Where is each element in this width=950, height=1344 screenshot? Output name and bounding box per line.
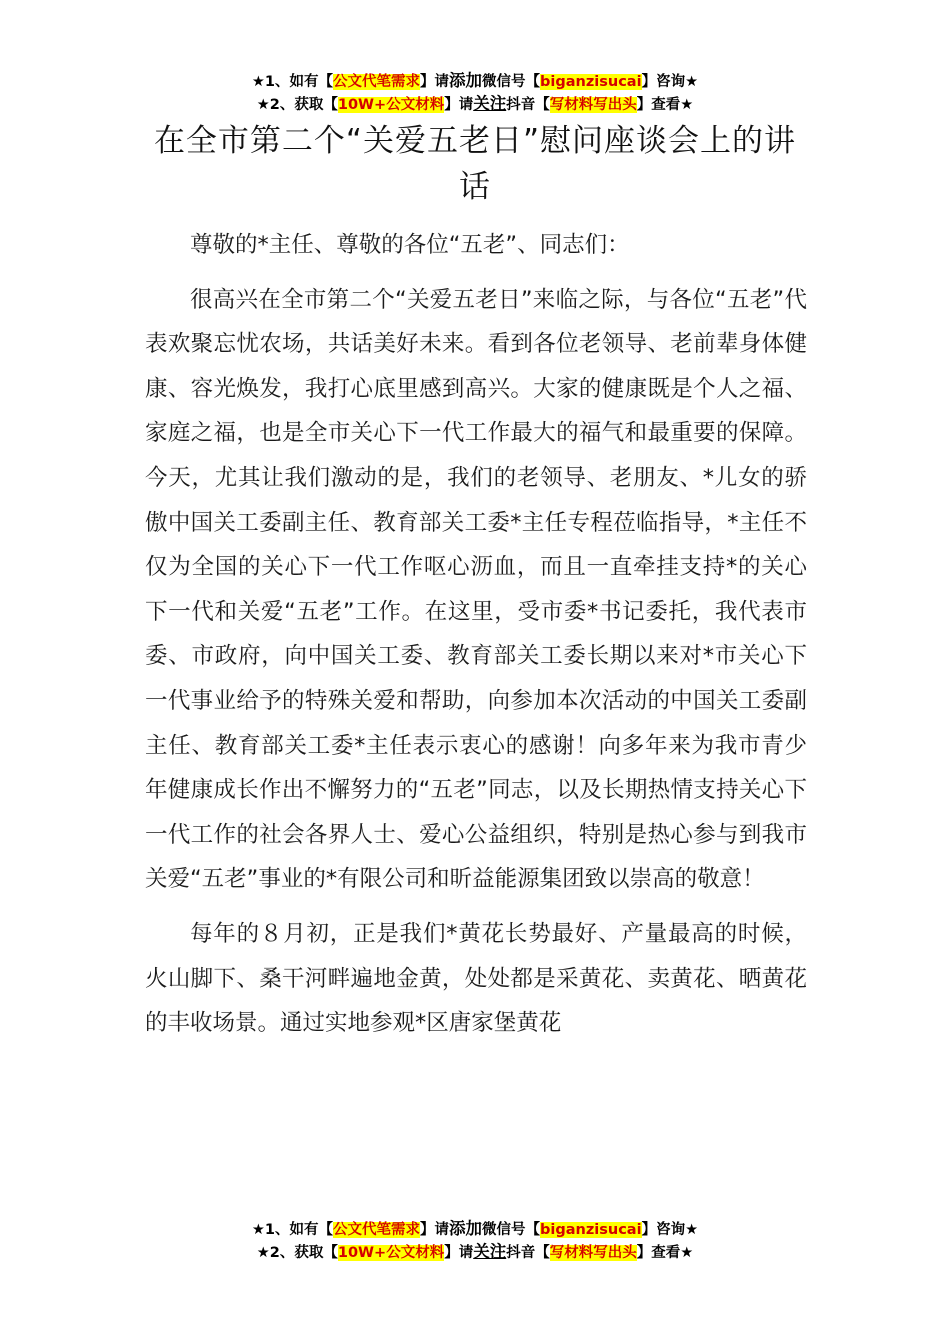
paragraph: 很高兴在全市第二个“关爱五老日”来临之际，与各位“五老”代表欢聚忘忧农场，共话美好未来。看到各位老领导、老前辈身体健康、容光焕发，我打心底里感到高兴。大家的健康既是个人之福、家庭之福，也是全市关心下一代工作最大的福气和最重要的保障。今天，尤其让我们激动的是，我们的老领导、老朋友、*儿女的骄傲中国关工委副主任、教育部关工委*主任专程莅临指导，*主任不仅为全国的关心下一代工作呕心沥血，而且一直牵挂支持*的关心下一代和关爱“五老”工作。在这里，受市委*书记委托，我代表市委、市政府，向中国关工委、教育部关工委长期以来对*市关心下一代事业给予的特殊关爱和帮助，向参加本次活动的中国关工委副主任、教育部关工委*主任表示衷心的感谢！向多年来为我市青少年健康成长作出不懈努力的“五老”同志，以及长期热情支持关心下一代工作的社会各界人士、爱心公益组织，特别是热心参与到我市关爱“五老”事业的*有限公司和昕益能源集团致以崇高的敬意！ (145, 286, 807, 893)
highlight-materials: 10W+公文材料 (337, 1245, 445, 1261)
douyin-account: 写材料写出头 (549, 97, 637, 113)
banner-line-2: ★2、获取【10W+公文材料】请关注抖音【写材料写出头】查看★ (256, 1242, 694, 1261)
footer-banner (0, 1218, 950, 1264)
highlight-ghostwriting: 公文代笔需求 (333, 74, 421, 90)
banner-line-1: ★1、如有【公文代笔需求】请添加微信号【biganzisucai】咨询★ (251, 1219, 699, 1238)
wechat-id: biganzisucai (540, 74, 642, 90)
document-title: 在全市第二个“关爱五老日”慰问座谈会上的讲话 (153, 123, 797, 205)
paragraph: 每年的８月初，正是我们*黄花长势最好、产量最高的时候，火山脚下、桑干河畔遍地金黄，处处都是采黄花、卖黄花、晒黄花的丰收场景。通过实地参观*区唐家堡黄花 (145, 920, 807, 1037)
document-body (145, 223, 807, 1056)
highlight-materials: 10W+公文材料 (337, 97, 445, 113)
douyin-account: 写材料写出头 (549, 1245, 637, 1261)
salutation: 尊敬的*主任、尊敬的各位“五老”、同志们： (190, 232, 630, 258)
banner-line-2: ★2、获取【10W+公文材料】请关注抖音【写材料写出头】查看★ (256, 94, 694, 113)
highlight-ghostwriting: 公文代笔需求 (333, 1222, 421, 1238)
banner-line-1: ★1、如有【公文代笔需求】请添加微信号【biganzisucai】咨询★ (251, 71, 699, 90)
wechat-id: biganzisucai (540, 1222, 642, 1238)
header-banner (0, 70, 950, 116)
